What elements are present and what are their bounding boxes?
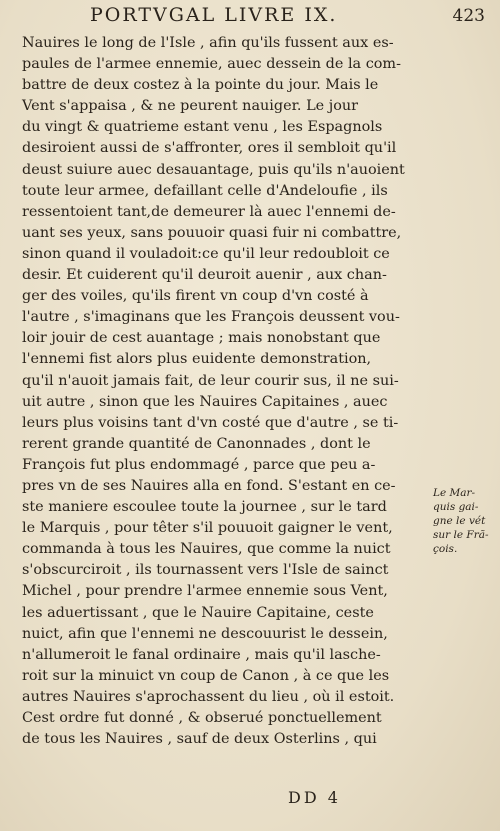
text-line: rerent grande quantité de Canonnades , dont le [22,435,371,452]
text-line: François fut plus endommagé , parce que peu a- [22,456,376,473]
text-line: qu'il n'auoit jamais fait, de leur courir sus, il ne sui- [22,372,399,389]
text-line: de tous les Nauires , sauf de deux Osterlins , qui [22,731,377,748]
text-line: Cest ordre fut donné , & obserué ponctuellement [22,710,382,726]
margin-note-line: Le Mar- [433,487,476,499]
text-line: loir jouir de cest auantage ; mais nonobstant que [22,330,381,347]
margin-note-line: gne le vét [433,515,486,527]
margin-note-line: çois. [433,543,458,555]
text-line: pres vn de ses Nauires alla en fond. S'estant en ce- [22,477,396,494]
page-header [30,4,485,30]
running-title: PORTVGAL LIVRE IX. [90,4,338,26]
text-line: l'autre , s'imaginans que les François deussent vou- [22,309,400,326]
text-line: toute leur armee, defaillant celle d'Andeloufie , ils [22,182,388,199]
text-line: Nauires le long de l'Isle , afin qu'ils fussent aux es- [22,35,394,51]
text-line: nuict, afin que l'ennemi ne descouurist le dessein, [22,625,388,642]
text-line: ger des voiles, qu'ils firent vn coup d'vn costé à [22,288,369,305]
page-number: 423 [452,6,485,26]
text-line: deust suiure auec desauantage, puis qu'ils n'auoient [22,161,405,178]
margin-note-line: sur le Frã- [433,529,489,541]
text-line: desiroient aussi de s'affronter, ores il sembloit qu'il [22,140,397,157]
text-line: paules de l'armee ennemie, auec dessein de la com- [22,56,401,73]
text-line: battre de deux costez à la pointe du jour. Mais le [22,77,379,94]
text-line: n'allumeroit le fanal ordinaire , mais qu'il lasche- [22,646,381,663]
text-line: ressentoient tant,de demeurer là auec l'ennemi de- [22,203,396,220]
text-line: le Marquis , pour têter s'il pouuoit gaigner le vent, [22,520,393,537]
text-line: autres Nauires s'aprochassent du lieu , où il estoit. [22,688,395,705]
text-line: uant ses yeux, sans pouuoir quasi fuir ni combattre, [22,224,402,241]
text-line: les aduertissant , que le Nauire Capitaine, ceste [22,604,374,621]
text-line: l'ennemi fist alors plus euidente demonstration, [22,351,372,368]
margin-note-line: quis gai- [433,501,479,513]
text-line: desir. Et cuiderent qu'il deuroit auenir , aux chan- [22,267,387,284]
text-line: leurs plus voisins tant d'vn costé que d'autre , se ti- [22,414,399,431]
text-line: uit autre , sinon que les Nauires Capitaines , auec [22,393,388,410]
text-line: commanda à tous les Nauires, que comme la nuict [22,541,391,558]
signature-mark: DD 4 [288,788,341,807]
text-line: roit sur la minuict vn coup de Canon , à ce que les [22,667,390,684]
text-line: ste maniere escoulee toute la journee , sur le tard [22,499,387,516]
text-line: Vent s'appaisa , & ne peurent nauiger. Le jour [22,98,358,115]
text-line: s'obscurciroit , ils tournassent vers l'Isle de sainct [22,562,389,579]
text-line: du vingt & quatrieme estant venu , les Espagnols [22,119,383,136]
text-line: Michel , pour prendre l'armee ennemie sous Vent, [22,583,388,600]
text-line: sinon quand il vouladoit:ce qu'il leur redoubloit ce [22,245,390,262]
margin-note [433,486,499,556]
body-text [22,33,432,750]
